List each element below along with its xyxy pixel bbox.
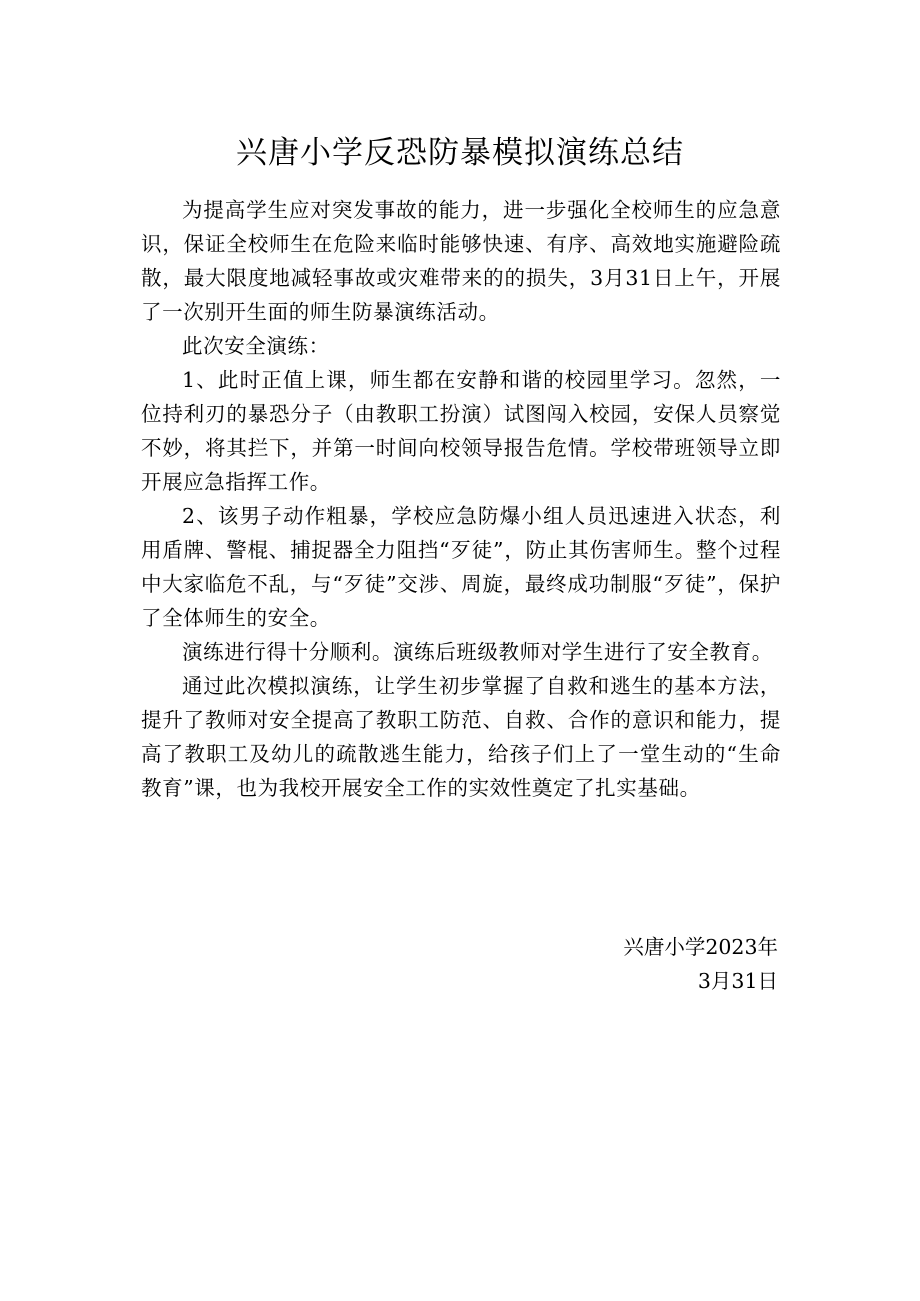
paragraph-step-1: 1、此时正值上课，师生都在安静和谐的校园里学习。忽然，一位持利刃的暴恐分子（由教职工扮演）试图闯入校园，安保人员察觉不妙，将其拦下，并第一时间向校领导报告危情。学校带班领导立即开展应急指挥工作。 (141, 368, 781, 494)
document-body (141, 193, 781, 805)
signature-block (623, 930, 778, 998)
paragraph-intro: 为提高学生应对突发事故的能力，进一步强化全校师生的应急意识，保证全校师生在危险来临时能够快速、有序、高效地实施避险疏散，最大限度地减轻事故或灾难带来的的损失，3月31日上午，开展了一次别开生面的师生防暴演练活动。 (141, 198, 781, 324)
paragraph-drill-heading: 此次安全演练： (182, 334, 330, 358)
document-title: 兴唐小学反恐防暴模拟演练总结 (236, 135, 684, 171)
paragraph-result: 演练进行得十分顺利。演练后班级教师对学生进行了安全教育。 (182, 640, 773, 664)
signature-date: 3月31日 (697, 969, 778, 993)
signature-org-year: 兴唐小学2023年 (623, 935, 778, 959)
paragraph-step-2: 2、该男子动作粗暴，学校应急防爆小组人员迅速进入状态，利用盾牌、警棍、捕捉器全力阻挡“歹徒”，防止其伤害师生。整个过程中大家临危不乱，与“歹徒”交涉、周旋，最终成功制服“歹徒”，保护了全体师生的安全。 (141, 504, 781, 630)
paragraph-conclusion: 通过此次模拟演练，让学生初步掌握了自救和逃生的基本方法，提升了教师对安全提高了教职工防范、自救、合作的意识和能力，提高了教职工及幼儿的疏散逃生能力，给孩子们上了一堂生动的“生命教育”课，也为我校开展安全工作的实效性奠定了扎实基础。 (141, 674, 781, 800)
